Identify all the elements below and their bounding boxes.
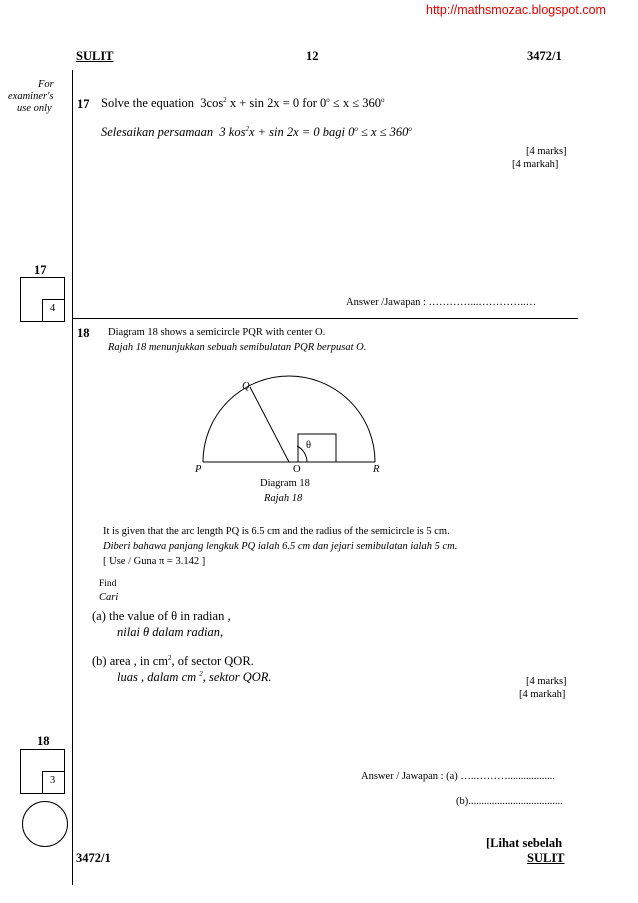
find-label-en: Find — [99, 579, 117, 589]
point-o-label: O — [293, 464, 301, 475]
q18-answer-b: (b).................................... — [456, 796, 563, 807]
q18-answer-a: Answer / Jawapan : (a) …..……….................. — [361, 771, 555, 782]
q17-marks-en: [4 marks] — [526, 146, 567, 157]
part-a-en: (a) the value of θ in radian , — [92, 609, 231, 623]
page-number: 12 — [306, 49, 319, 63]
q17-margin-number: 17 — [34, 263, 47, 277]
q18-intro-en: Diagram 18 shows a semicircle PQR with center O. — [108, 327, 326, 338]
examiner-note-line2: examiner's — [8, 91, 54, 102]
q18-marks-en: [4 marks] — [526, 676, 567, 687]
q18-marks-ms: [4 markah] — [519, 689, 566, 700]
paper-code-header: 3472/1 — [527, 49, 562, 63]
part-a-ms: nilai θ dalam radian, — [117, 625, 224, 639]
q18-intro-ms: Rajah 18 menunjukkan sebuah semibulatan PQR berpusat O. — [108, 342, 367, 353]
point-q-label: Q — [242, 381, 250, 392]
q17-max-marks: 4 — [50, 303, 56, 314]
diagram-caption-ms: Rajah 18 — [264, 493, 303, 504]
find-label-ms: Cari — [99, 592, 119, 603]
semicircle-arc — [203, 376, 375, 462]
lihat-sebelah: [Lihat sebelah — [486, 836, 563, 850]
source-url[interactable]: http://mathsmozac.blogspot.com — [426, 3, 606, 17]
q18-number: 18 — [77, 326, 90, 340]
diagram-caption-en: Diagram 18 — [260, 478, 310, 489]
examiner-note-line3: use only — [17, 103, 52, 114]
part-b-ms: luas , dalam cm $^2$, sektor QOR. — [117, 670, 272, 684]
q18-use-pi: [ Use / Guna π = 3.142 ] — [103, 556, 206, 567]
q17-number: 17 — [77, 97, 90, 111]
part-b-en: (b) area , in $cm^2$, of sector QOR. — [92, 654, 254, 668]
theta-label: θ — [306, 440, 312, 451]
point-r-label: R — [373, 464, 380, 475]
angle-label-box — [298, 434, 336, 462]
examiner-note-line1: For — [38, 79, 54, 90]
q17-marks-ms: [4 markah] — [512, 159, 559, 170]
q17-question-ms: Selesaikan persamaan 3 kos$^2$x + sin 2x = 0 bagi $0^o \le x \le 360^o$ — [101, 125, 412, 139]
q18-given-ms: Diberi bahawa panjang lengkuk PQ ialah 6.5 cm dan jejari semibulatan ialah 5 cm. — [103, 541, 458, 552]
q18-max-marks: 3 — [50, 775, 56, 786]
paper-code-footer: 3472/1 — [76, 851, 111, 865]
point-p-label: P — [195, 464, 202, 475]
q17-question-en: Solve the equation $3\cos^2$ x + sin 2x = 0 for $0^o \le x \le 360^o$ — [101, 96, 385, 110]
q17-answer-line: Answer /Jawapan : …………...…………..… — [346, 297, 537, 308]
sulit-footer-label: SULIT — [527, 851, 565, 865]
radius-oq-line — [250, 387, 289, 462]
total-score-circle — [22, 801, 68, 847]
q18-given-en: It is given that the arc length PQ is 6.5 cm and the radius of the semicircle is 5 cm. — [103, 526, 450, 537]
sulit-header-label: SULIT — [76, 49, 114, 63]
q18-margin-number: 18 — [37, 734, 50, 748]
